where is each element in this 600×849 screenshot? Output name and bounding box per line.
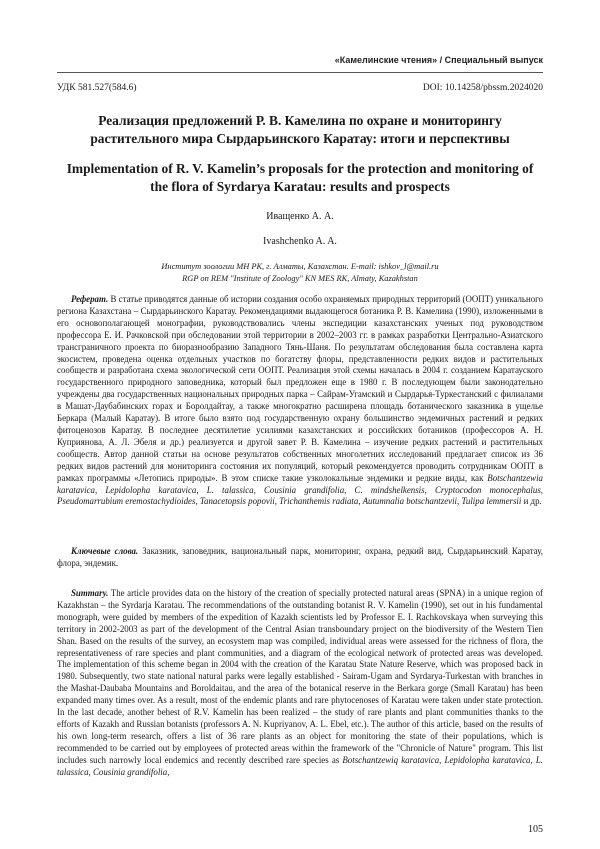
abstract-russian-lead: Реферат. — [71, 294, 109, 304]
doi-link[interactable]: DOI: 10.14258/pbssm.2024020 — [422, 83, 543, 93]
affiliation-russian: Институт зоологии МН РК, г. Алматы, Казахстан. E-mail: ishkov_l@mail.ru — [161, 262, 439, 271]
abstract-russian-species: Botschantzewia karatavica, Lepidolopha karatavica, L. talassica, Cousinia grandifolia, C. mindshelkensis, Cryptocodon monocephalus, Pseudomarrubium eremostachydioides, Tanacetopsis popovii, Trichanthemis radiata, Autumnalia botschantzevii, Tulipa lemmersii — [57, 472, 543, 507]
page-number: 105 — [528, 824, 543, 835]
affiliation-english: RGP on REM "Institute of Zoology" KN MES RK, Almaty, Kazakhstan — [182, 274, 418, 283]
header-rule — [57, 72, 543, 73]
keywords-russian-text: Заказник, заповедник, национальный парк, мониторинг, охрана, редкий вид, Сырдарьинский Каратау, флора, эндемик. — [57, 546, 544, 568]
abstract-russian-text: В статье приводятся данные об истории создания особо охраняемых природных территорий (ООПТ) уникального региона Казахстана – Сырдарьинского Каратау. Рекомендациями выдающегося ботаника Р. В. Камелина (1990), изложенными в его основополагающей монографии, руководствовались члены экспедиции казахстанских ученых под руководством профессора Е. И. Рачковской при обследовании этой территории в 2002–2003 гг. в рамках разработки Центрально-Азиатского трансграничного проекта по биоразнообразию Западного Тянь-Шаня. По результатам обследования была составлена карта экосистем, проведена оценка отдельных участков по богатству флоры, представленности редких видов и растительных сообществ и разработана схема экологической сети ООПТ. Реализация этой схемы началась в 2004 г. созданием Каратауского государственного природного заповедника, который был предложен еще в 1980 г. В последующем были законодательно учреждены два государственных национальных природных парка – Сайрам-Угамский и Сырдарья-Туркестанский с филиалами в Машат-Даубабинских горах и Боролдайтау, а также многократно расширена площадь ботанического заказника в ущелье Беркара (Малый Каратау). В итоге было взято под государственную охрану большинство эндемичных растений и редких фитоценозов Каратау. В последнее десятилетие усилиями казахстанских и российских ботаников (профессоров А. Н. Куприянова, А. Л. Эбеля и др.) реализуется и другой завет Р. В. Камелина – изучение редких растений и растительных сообществ. Автор данной статьи на основе результатов собственных многолетних исследований предлагает список из 36 редких видов растений для мониторинга состояния их популяций, который рекомендуется проводить сотрудникам ООПТ в рамках программы «Летопись природы». В этом списке такие узколокальные эндемики и редкие виды, как — [57, 294, 543, 483]
keywords-russian-lead: Ключевые слова. — [71, 546, 139, 556]
abstract-russian-tail: и др. — [521, 496, 542, 507]
abstract-english — [57, 588, 543, 779]
udc-code: УДК 581.527(584.6) — [57, 83, 137, 93]
author-russian: Иващенко А. А. — [266, 211, 334, 222]
author-english: Ivashchenko A. A. — [263, 236, 337, 247]
title-russian: Реализация предложений Р. В. Камелина по охране и мониторингу растительного мира Сырдарьинского Каратау: итоги и перспективы — [90, 113, 510, 146]
keywords-russian — [57, 546, 543, 570]
abstract-english-lead: Summary. — [71, 588, 109, 598]
abstract-english-species: Botschantzewiq karatavica, Lepidolopha karatavica, L. talassica, Cousinia grandifolia, — [57, 754, 544, 777]
abstract-russian — [57, 294, 543, 508]
running-head: «Камелинские чтения» / Специальный выпуск — [334, 55, 543, 65]
abstract-english-text: The article provides data on the history of the creation of specially protected natural areas (SPNA) in a unique region of Kazakhstan – the Syrdarja Karatau. The recommendations of the outstanding botanist R. V. Kamelin (1990), set out in his fundamental monograph, were guided by members of the expedition of Kazakh scientists led by Professor E. I. Rachkovskaya when surveying this territory in 2002-2003 as part of the development of the Central Asian transboundary project on the biodiversity of the Western Tien Shan. Based on the results of the survey, an ecosystem map was compiled, individual areas were assessed for the richness of flora, the representativeness of rare species and plant communities, and a diagram of the ecological network of protected areas was developed. The implementation of this scheme began in 2004 with the creation of the Karatau State Nature Reserve, which was proposed back in 1980. Subsequently, two state national natural parks were legally established - Sairam-Ugam and Syrdarya-Turkestan with branches in the Mashat-Daubaba Mountains and Boroldaitau, and the area of the botanical reserve in the Berkara gorge (Small Karatau) has been expanded many times over. As a result, most of the endemic plants and rare phytocenoses of Karatau were taken under state protection. In the last decade, another behest of R.V. Kamelin has been realized – the study of rare plants and plant communities thanks to the efforts of Kazakh and Russian botanists (professors A. N. Kupriyanov, A. L. Ebel, etc.). The author of this article, based on the results of his own long-term research, offers a list of 36 rare plants as an object for monitoring the state of their populations, which is recommended to be carried out by employees of protected areas within the framework of the "Chronicle of Nature" program. This list includes such narrowly local endemics and recently described rare species as — [57, 588, 543, 765]
title-english: Implementation of R. V. Kamelin’s proposals for the protection and monitoring of the flora of Syrdarya Karatau: results and prospects — [66, 161, 534, 194]
